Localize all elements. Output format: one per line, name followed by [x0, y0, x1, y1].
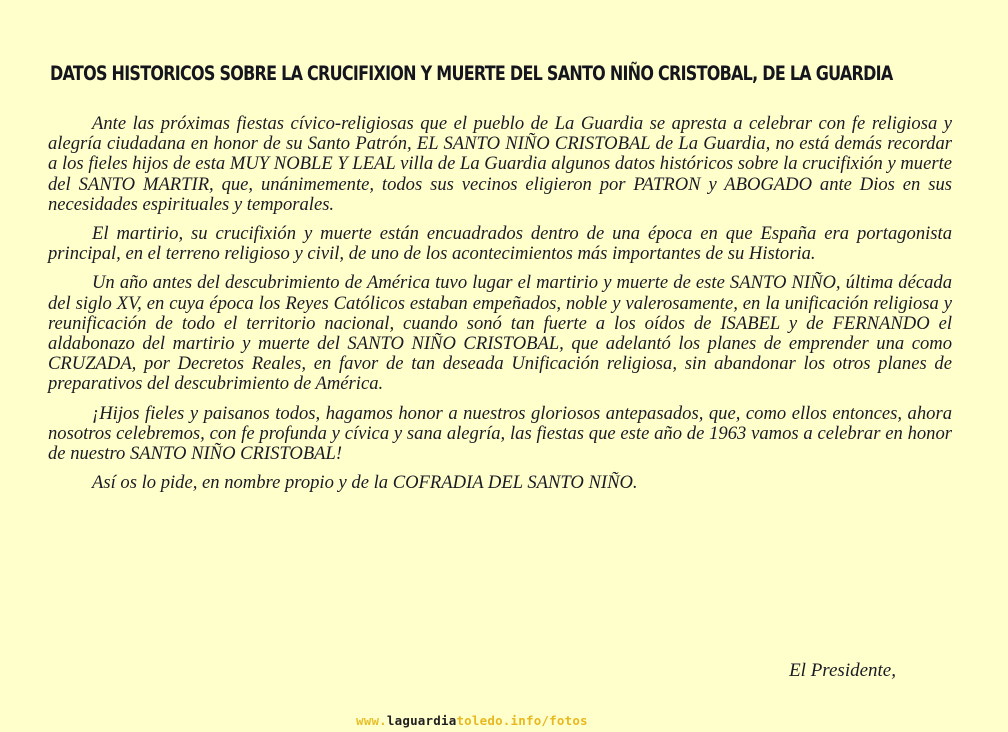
watermark-suffix: toledo.info/fotos — [456, 713, 588, 728]
document-body — [48, 114, 952, 502]
paragraph-3: Un año antes del descubrimiento de América tuvo lugar el martirio y muerte de este SANTO NIÑO, última década del siglo XV, en cuya época los Reyes Católicos estaban empeñados, noble y valerosamente, en la unificación religiosa y reunificación de todo el territorio nacional, cuando sonó tan fuerte a los oídos de ISABEL y de FERNANDO el aldabonazo del martirio y muerte del SANTO NIÑO CRISTOBAL, que adelantó los planes de emprender una como CRUZADA, por Decretos Reales, en favor de tan deseada Unificación religiosa, sin abandonar los otros planes de preparativos del descubrimiento de América. — [48, 272, 952, 395]
document-title: DATOS HISTORICOS SOBRE LA CRUCIFIXION Y MUERTE DEL SANTO NIÑO CRISTOBAL, DE LA GUARDIA — [50, 62, 893, 85]
paragraph-2: El martirio, su crucifixión y muerte están encuadrados dentro de una época en que España era portagonista principal, en el terreno religioso y civil, de uno de los acontecimientos más importantes de su Historia. — [48, 223, 952, 265]
signature: El Presidente, — [789, 660, 896, 681]
paragraph-1: Ante las próximas fiestas cívico-religiosas que el pueblo de La Guardia se apresta a celebrar con fe religiosa y alegría ciudadana en honor de su Santo Patrón, EL SANTO NIÑO CRISTOBAL de La Guardia, no está demás recordar a los fieles hijos de esta MUY NOBLE Y LEAL villa de La Guardia algunos datos históricos sobre la crucifixión y muerte del SANTO MARTIR, que, unánimemente, todos sus vecinos eligieron por PATRON y ABOGADO ante Dios en sus necesidades espirituales y temporales. — [48, 113, 952, 215]
paragraph-4: ¡Hijos fieles y paisanos todos, hagamos honor a nuestros gloriosos antepasados, que, como ellos entonces, ahora nosotros celebremos, con fe profunda y cívica y sana alegría, las fiestas que este año de 1963 vamos a celebrar en honor de nuestro SANTO NIÑO CRISTOBAL! — [48, 402, 952, 465]
watermark-prefix: www. — [356, 713, 387, 728]
paragraph-5: Así os lo pide, en nombre propio y de la COFRADIA DEL SANTO NIÑO. — [92, 472, 638, 494]
watermark-middle: laguardia — [386, 713, 457, 728]
watermark-url — [356, 713, 588, 728]
